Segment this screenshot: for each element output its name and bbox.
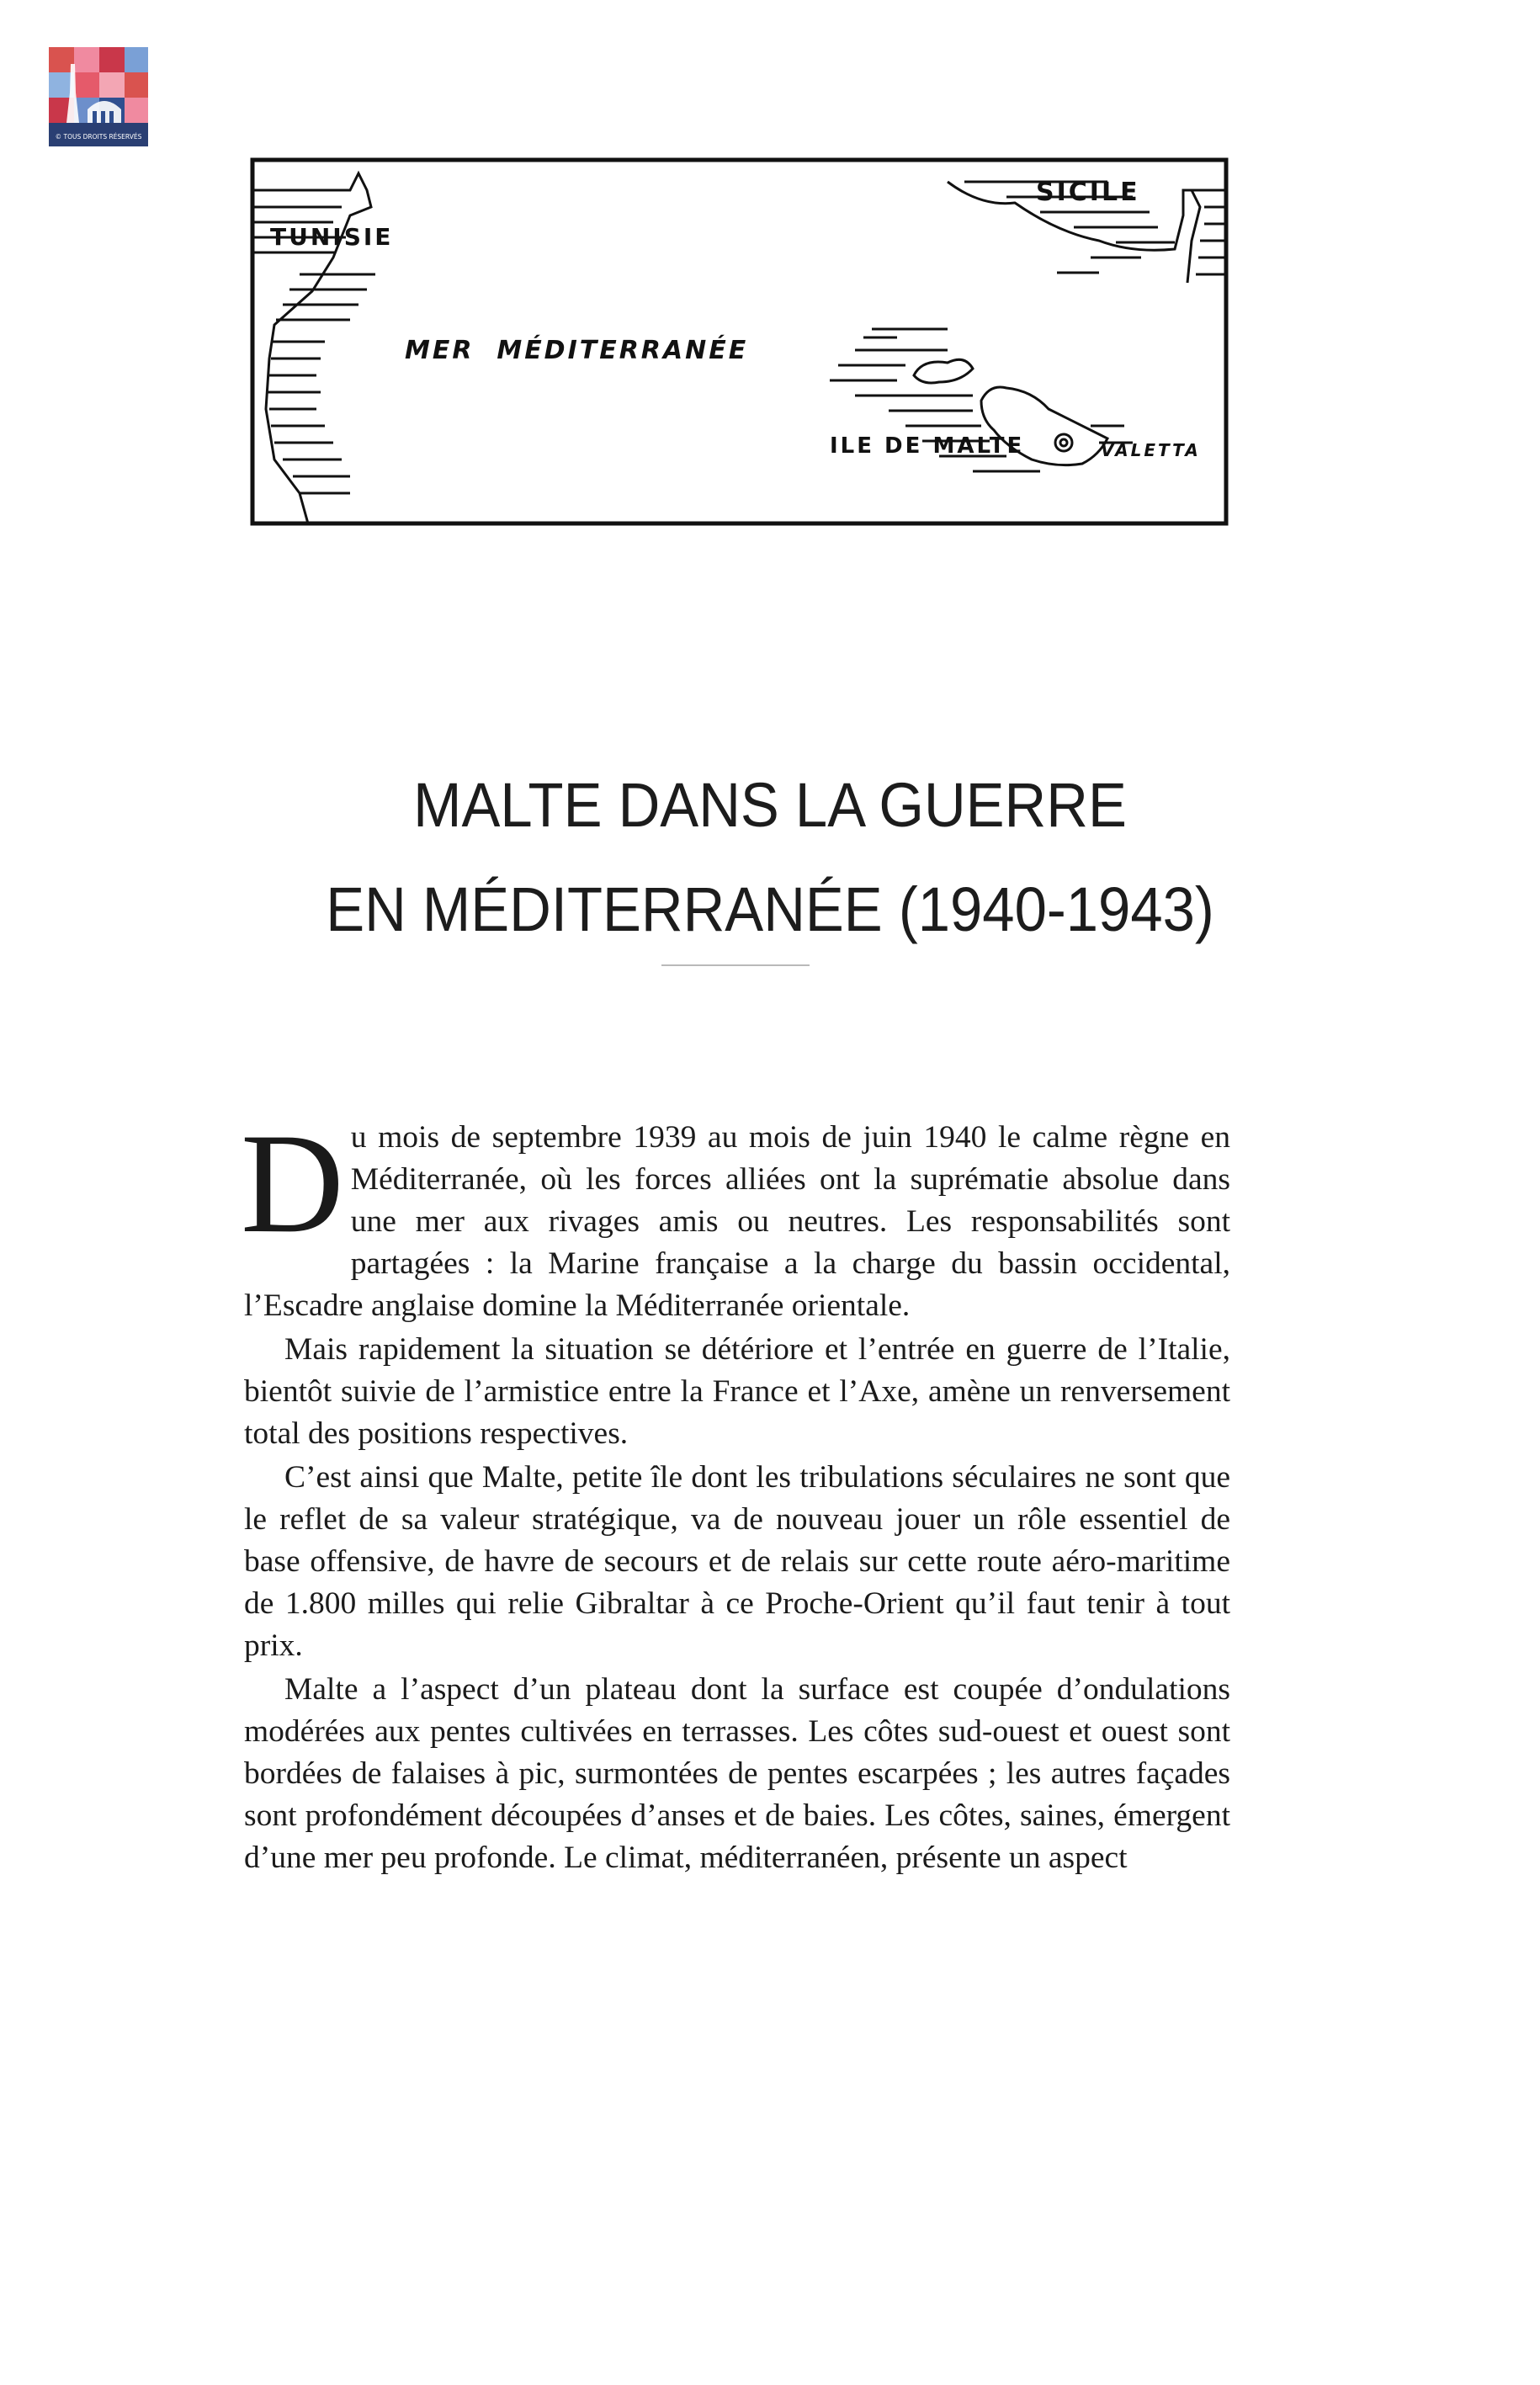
paragraph-3: C’est ainsi que Malte, petite île dont les tribulations séculaires ne sont que le reflet de sa valeur stratégique, va de nouveau jouer un rôle essentiel de base offensive, de havre de secours et de relais sur cette route aéro-maritime de 1.800 milles qui relie Gibraltar à ce Proche-Orient qu’il faut tenir à tout prix. xyxy=(244,1460,1230,1663)
label-ile-de-malte: ILE DE MALTE xyxy=(830,433,1025,459)
paragraph-1 xyxy=(241,1104,1230,1327)
paragraph-1-text: u mois de septembre 1939 au mois de juin 1940 le calme règne en Méditerranée, où les forces alliées ont la suprématie absolue dans une mer aux rivages amis ou neutres. Les responsabilités sont partagées : la Marine française a la charge du bassin occidental, l’Escadre anglaise domine la Méditerranée orientale. xyxy=(244,1120,1230,1323)
chapter-title-line-1: MALTE DANS LA GUERRE xyxy=(413,770,1127,840)
chapter-title xyxy=(210,753,1330,962)
label-valetta: VALETTA xyxy=(1101,440,1201,460)
label-sicile: SICILE xyxy=(1036,178,1140,207)
logo-caption: © TOUS DROITS RÉSERVÉS xyxy=(55,133,142,141)
map-illustration xyxy=(249,157,1229,527)
article-body xyxy=(241,1104,1230,1881)
paragraph-4: Malte a l’aspect d’un plateau dont la surface est coupée d’ondulations modérées aux pentes cultivées en terrasses. Les côtes sud-ouest et ouest sont bordées de falaises à pic, surmontées de pentes escarpées ; les autres façades sont profondément découpées d’anses et de baies. Les côtes, saines, émergent d’une mer peu profonde. Le climat, méditerranéen, présente un aspect xyxy=(244,1672,1230,1875)
title-divider xyxy=(661,964,810,966)
paragraph-2: Mais rapidement la situation se détériore et l’entrée en guerre de l’Italie, bientôt suivie de l’armistice entre la France et l’Axe, amène un renversement total des positions respectives. xyxy=(244,1332,1230,1451)
label-tunisie: TUNISIE xyxy=(270,223,394,251)
chapter-title-line-2: EN MÉDITERRANÉE (1940-1943) xyxy=(326,874,1214,944)
drop-cap: D xyxy=(241,1104,344,1262)
publisher-logo xyxy=(49,47,148,146)
label-mer-mediterranee: MER MÉDITERRANÉE xyxy=(405,336,749,365)
